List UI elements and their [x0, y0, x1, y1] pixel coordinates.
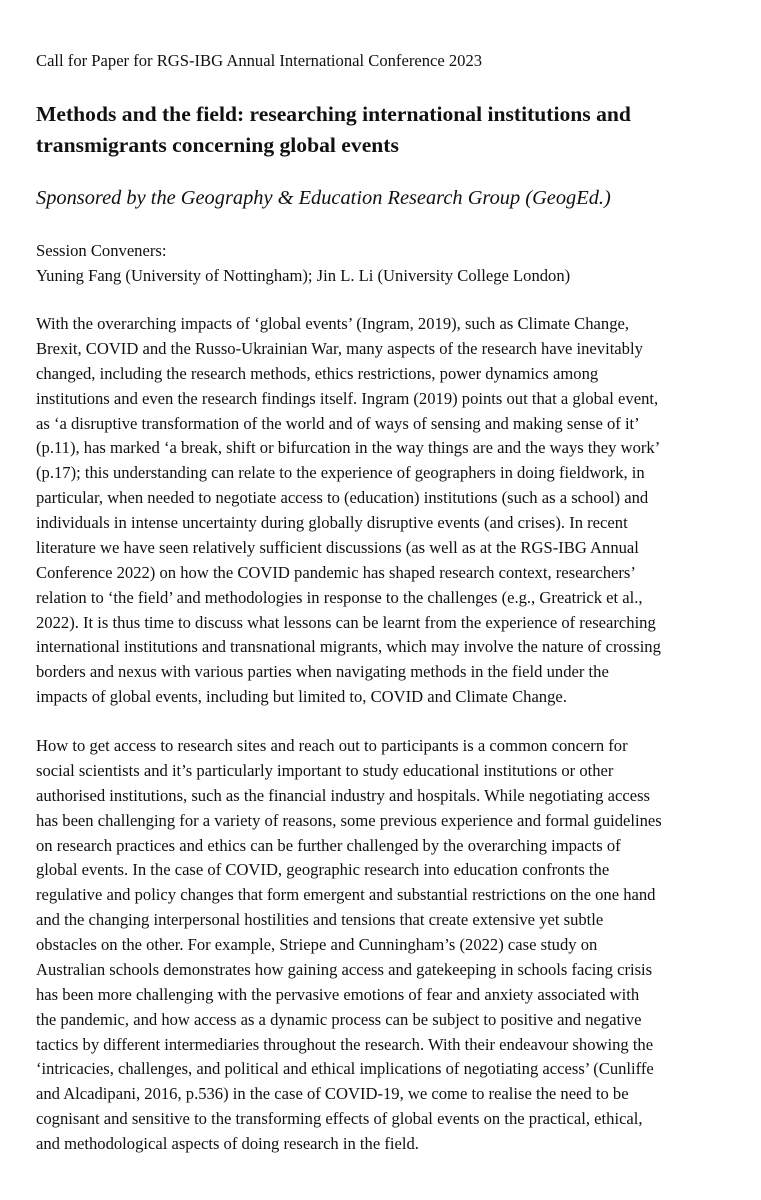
paragraph-line: Brexit, COVID and the Russo-Ukrainian War, many aspects of the research have inevitably	[36, 338, 643, 358]
paragraph-line: obstacles on the other. For example, Striepe and Cunningham’s (2022) case study on	[36, 935, 598, 954]
paragraph-line: and the changing interpersonal hostilities and tensions that create extensive yet subtle	[36, 910, 604, 930]
paragraph-line: 2022). It is thus time to discuss what lessons can be learnt from the experience of researching	[36, 612, 656, 632]
paragraph-line: on research practices and ethics can be further challenged by the overarching impacts of	[36, 835, 621, 855]
conveners-block	[36, 238, 570, 288]
paragraph-line: borders and nexus with various parties when navigating methods in the field under the	[36, 662, 609, 682]
paragraph-line: individuals in intense uncertainty during globally disruptive events (and crises). In recent	[36, 513, 628, 532]
paragraph-line: global events. In the case of COVID, geographic research into education confronts the	[36, 860, 610, 880]
paragraph-line: regulative and policy changes that form emergent and substantial restrictions on the one hand	[36, 885, 656, 905]
paragraph-line: Australian schools demonstrates how gaining access and gatekeeping in schools facing crisis	[36, 959, 653, 979]
sponsor-line: Sponsored by the Geography & Education Research Group (GeogEd.)	[36, 187, 611, 209]
paragraph-line: authorised institutions, such as the financial industry and hospitals. While negotiating access	[36, 785, 651, 805]
paragraph-line: particular, when needed to negotiate access to (education) institutions (such as a school) and	[36, 488, 649, 508]
conveners-names: Yuning Fang (University of Nottingham); Jin L. Li (University College London)	[36, 266, 571, 285]
paragraph-line: (p.17); this understanding can relate to the experience of geographers in doing fieldwork, in	[36, 463, 645, 483]
paragraph-line: international institutions and transnational migrants, which may involve the nature of crossing	[36, 637, 661, 657]
paragraph-line: literature we have seen relatively sufficient discussions (as well as at the RGS-IBG Annual	[36, 537, 639, 557]
paragraph-line: ‘intricacies, challenges, and political and ethical implications of negotiating access’ (Cunliffe	[36, 1059, 654, 1079]
paragraph-line: social scientists and it’s particularly important to study educational institutions or other	[36, 760, 614, 780]
paragraph-line: With the overarching impacts of ‘global events’ (Ingram, 2019), such as Climate Change,	[36, 314, 629, 333]
paragraph-line: changed, including the research methods, ethics restrictions, power dynamics among	[36, 363, 599, 383]
paragraph-line: Conference 2022) on how the COVID pandemic has shaped research context, researchers’	[36, 562, 636, 582]
conveners-label: Session Conveners:	[36, 241, 167, 260]
paragraph-line: (p.11), has marked ‘a break, shift or bifurcation in the way things are and the ways they work’	[36, 438, 661, 458]
paragraph-line: cognisant and sensitive to the transforming effects of global events on the practical, ethical,	[36, 1109, 643, 1129]
paragraph-line: the pandemic, and how access as a dynamic process can be subject to positive and negative	[36, 1009, 642, 1029]
paragraph-line: and methodological aspects of doing research in the field.	[36, 1134, 419, 1153]
paragraph-line: has been challenging for a variety of reasons, some previous experience and formal guidelines	[36, 810, 662, 830]
paragraph-line: as ‘a disruptive transformation of the world and of ways of sensing and making sense of it’	[36, 413, 640, 433]
paragraph-line: institutions and even the research findings itself. Ingram (2019) points out that a global event,	[36, 388, 659, 408]
paragraph-line: How to get access to research sites and reach out to participants is a common concern for	[36, 736, 628, 755]
paragraph-line: and Alcadipani, 2016, p.536) in the case of COVID-19, we come to realise the need to be	[36, 1084, 629, 1104]
body-paragraph-1	[36, 312, 736, 710]
paragraph-line: tactics by different intermediaries throughout the research. With their endeavour showing the	[36, 1034, 654, 1054]
paragraph-line: relation to ‘the field’ and methodologies in response to the challenges (e.g., Greatrick et al.,	[36, 587, 643, 607]
call-for-paper-heading: Call for Paper for RGS-IBG Annual International Conference 2023	[36, 51, 483, 70]
session-title: Methods and the field: researching international institutions and transmigrants concerning global events	[36, 102, 631, 157]
paragraph-line: impacts of global events, including but limited to, COVID and Climate Change.	[36, 687, 567, 707]
body-paragraph-2	[36, 734, 736, 1157]
paragraph-line: has been more challenging with the pervasive emotions of fear and anxiety associated with	[36, 984, 640, 1004]
